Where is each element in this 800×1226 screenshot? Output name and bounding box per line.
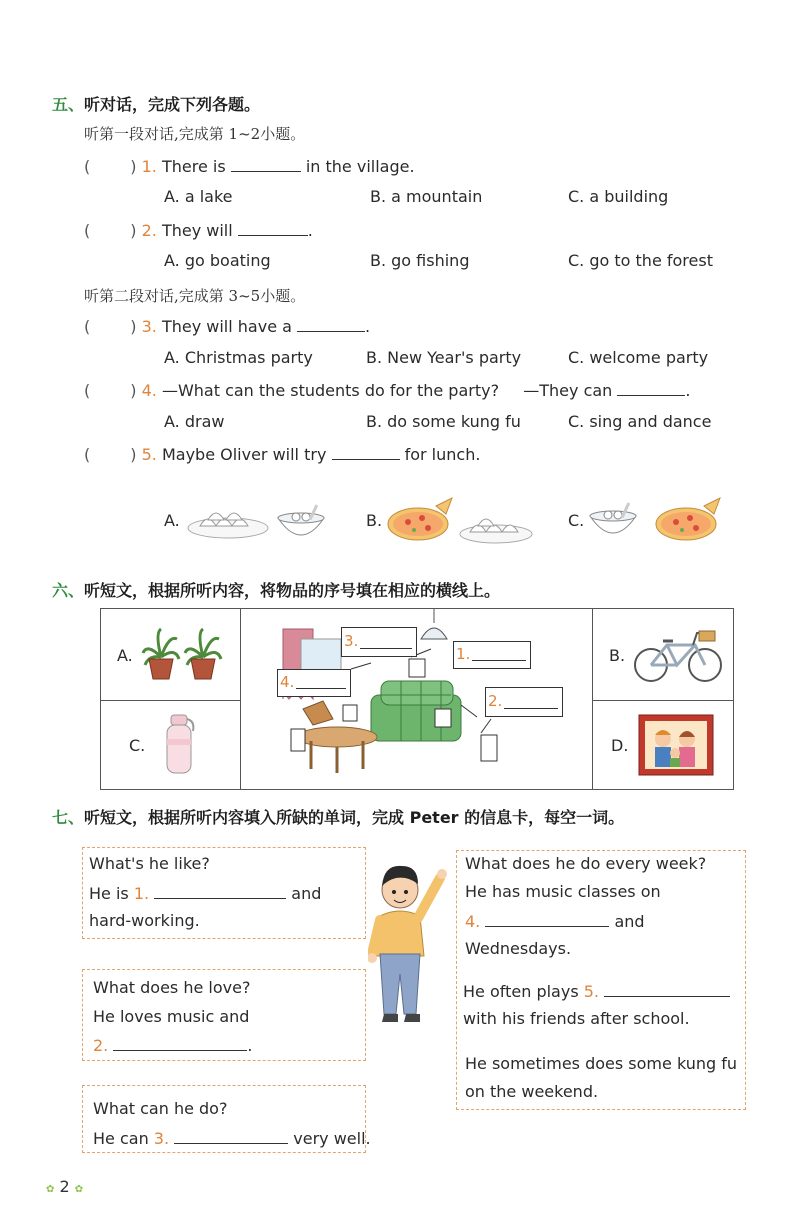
q5-option-c[interactable]: C. <box>568 511 585 530</box>
pizza-and-dumplings-image <box>386 490 546 550</box>
answer-square[interactable] <box>291 729 305 751</box>
question-4: ( ) 4. —What can the students do for the party? —They can . <box>84 381 691 400</box>
item-letter-a: A. <box>117 646 133 665</box>
divider <box>101 700 240 701</box>
dumplings-and-tangyuan-image <box>186 488 336 548</box>
q1-option-a[interactable]: A. a lake <box>164 187 233 206</box>
section7-title: 七、听短文，根据所听内容填入所缺的单词，完成 Peter 的信息卡，每空一词。 <box>52 808 625 827</box>
answer-blank[interactable] <box>297 316 365 332</box>
question-5: ( ) 5. Maybe Oliver will try for lunch. <box>84 445 481 464</box>
q2-option-a[interactable]: A. go boating <box>164 251 271 270</box>
answer-square[interactable] <box>343 705 357 721</box>
info-card-love: What does he love? He loves music and 2. . <box>82 969 366 1061</box>
leaf-icon: ✿ <box>46 1184 55 1195</box>
potted-plants-icon <box>141 627 227 683</box>
tangyuan-and-pizza-image <box>588 490 728 550</box>
question-1: ( ) 1. There is in the village. <box>84 157 415 176</box>
question-2: ( ) 2. They will . <box>84 221 313 240</box>
section5-title: 五、听对话，完成下列各题。 <box>52 95 261 114</box>
info-card-like: What's he like? He is 1. and hard-working. <box>82 847 366 939</box>
label-box-3: 3. <box>341 627 417 657</box>
label-box-1: 1. <box>453 641 531 669</box>
info-card-week: What does he do every week? He has music classes on 4. and Wednesdays. He often plays 5. with his friends after school. He sometimes does some kung fu on the weekend. <box>456 850 746 1110</box>
lamp-icon <box>421 628 447 639</box>
tangyuan-bowl-icon <box>590 502 636 533</box>
answer-square[interactable] <box>481 735 497 761</box>
q1-option-b[interactable]: B. a mountain <box>370 187 483 206</box>
q4-option-a[interactable]: A. draw <box>164 412 225 431</box>
item-letter-c: C. <box>129 736 146 755</box>
answer-blank[interactable] <box>360 648 412 649</box>
answer-blank[interactable] <box>617 380 685 396</box>
answer-blank[interactable] <box>231 156 301 172</box>
q3-option-a[interactable]: A. Christmas party <box>164 348 313 367</box>
section6-title: 六、听短文，根据所听内容，将物品的序号填在相应的横线上。 <box>52 581 501 600</box>
q2-option-b[interactable]: B. go fishing <box>370 251 470 270</box>
pizza-icon <box>656 498 720 540</box>
q1-option-c[interactable]: C. a building <box>568 187 669 206</box>
chair-icon <box>303 701 333 725</box>
bicycle-icon <box>633 623 723 685</box>
section5-part2: 听第二段对话,完成第 3~5小题。 <box>84 287 306 305</box>
answer-blank[interactable] <box>472 660 526 661</box>
answer-square[interactable] <box>409 659 425 677</box>
answer-blank[interactable] <box>504 708 558 709</box>
answer-blank[interactable] <box>113 1035 247 1051</box>
answer-blank[interactable] <box>154 883 286 899</box>
table-icon <box>297 727 377 773</box>
answer-blank[interactable] <box>238 220 308 236</box>
q5-option-b[interactable]: B. <box>366 511 383 530</box>
q3-option-c[interactable]: C. welcome party <box>568 348 709 367</box>
dumplings-icon <box>188 513 268 538</box>
item-letter-d: D. <box>611 736 629 755</box>
divider <box>593 700 733 701</box>
family-photo-icon <box>637 713 715 777</box>
q4-option-b[interactable]: B. do some kung fu <box>366 412 521 431</box>
q2-option-c[interactable]: C. go to the forest <box>568 251 713 270</box>
page-number: ✿ 2 ✿ <box>46 1177 84 1196</box>
answer-blank[interactable] <box>296 688 346 689</box>
item-letter-b: B. <box>609 646 626 665</box>
items-table <box>100 608 734 790</box>
answer-blank[interactable] <box>604 981 730 997</box>
question-3: ( ) 3. They will have a . <box>84 317 371 336</box>
label-box-4: 4. <box>277 669 351 697</box>
label-box-2: 2. <box>485 687 563 717</box>
answer-blank[interactable] <box>332 444 400 460</box>
q5-option-a[interactable]: A. <box>164 511 180 530</box>
divider <box>592 609 593 789</box>
answer-blank[interactable] <box>174 1128 288 1144</box>
boy-peter-illustration <box>368 858 452 1034</box>
water-bottle-icon <box>163 713 197 777</box>
info-card-can: What can he do? He can 3. very well. <box>82 1085 366 1153</box>
q3-option-b[interactable]: B. New Year's party <box>366 348 522 367</box>
q4-option-c[interactable]: C. sing and dance <box>568 412 712 431</box>
answer-square[interactable] <box>435 709 451 727</box>
section5-part1: 听第一段对话,完成第 1~2小题。 <box>84 125 306 143</box>
tangyuan-bowl-icon <box>278 504 324 535</box>
leaf-icon: ✿ <box>74 1184 84 1195</box>
answer-blank[interactable] <box>485 911 609 927</box>
pizza-icon <box>388 498 452 540</box>
dumplings-icon <box>460 519 532 543</box>
